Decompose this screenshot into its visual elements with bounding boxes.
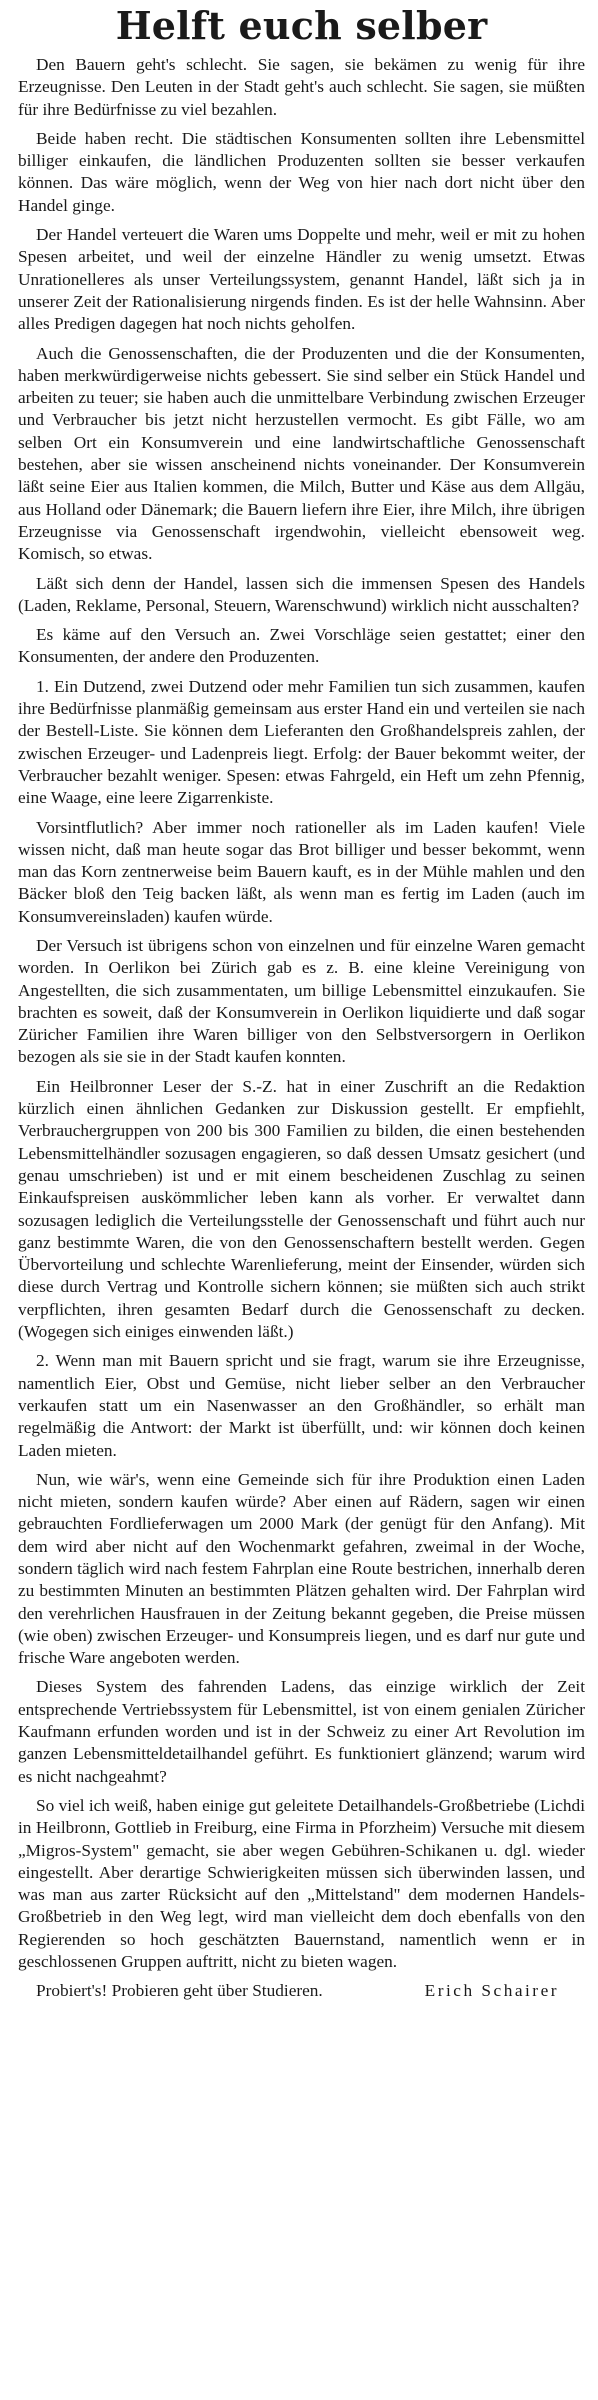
paragraph: Beide haben recht. Die städtischen Konsumenten sollten ihre Lebensmittel billiger einkaufen, die ländlichen Produzenten sollten sie besser verkaufen können. Das wäre möglich, wenn der Weg von hier nach dort nicht über den Handel ginge. bbox=[18, 128, 585, 215]
paragraph: Dieses System des fahrenden Ladens, das einzige wirklich der Zeit entsprechende Vertriebssystem für Lebensmittel, ist von einem genialen Züricher Kaufmann erfunden worden und ist in der Schweiz zu einer Art Revolution im ganzen Lebensmitteldetailhandel geführt. Es funktioniert glänzend; warum wird es nicht nachgeahmt? bbox=[18, 1677, 585, 1786]
paragraph: Auch die Genossenschaften, die der Produzenten und die der Konsumenten, haben merkwürdigerweise nichts gebessert. Sie sind selber ein Stück Handel und arbeiten zu teuer; sie haben auch die unmittelbare Verbindung zwischen Erzeuger und Verbraucher bis jetzt nicht herzustellen vermocht. Es gibt Fälle, wo am selben Ort ein Konsumverein und eine landwirtschaftliche Genossenschaft bestehen, aber sie wissen anscheinend nichts voneinander. Der Konsumverein läßt seine Eier aus Italien kommen, die Milch, Butter und Käse aus dem Allgäu, aus Holland oder Dänemark; die Bauern liefern ihre Eier, ihre Milch, ihre übrigen Erzeugnisse via Genossenschaft irgendwohin, vielleicht ebensoweit weg. Komisch, so etwas. bbox=[18, 343, 585, 564]
article-title: Helft euch selber bbox=[115, 3, 488, 48]
article bbox=[18, 4, 585, 2003]
paragraph: Läßt sich denn der Handel, lassen sich die immensen Spesen des Handels (Laden, Reklame, Personal, Steuern, Warenschwund) wirklich nicht ausschalten? bbox=[18, 573, 585, 615]
paragraph: 1. Ein Dutzend, zwei Dutzend oder mehr Familien tun sich zusammen, kaufen ihre Bedürfnisse planmäßig gemeinsam aus erster Hand ein und verteilen sie nach der Bestell-Liste. Sie können dem Lieferanten den Großhandelspreis zahlen, der zwischen Erzeuger- und Ladenpreis liegt. Erfolg: der Bauer bekommt weiter, der Verbraucher bezahlt weniger. Spesen: etwas Fahrgeld, ein Heft um zehn Pfennig, eine Waage, eine leere Zigarrenkiste. bbox=[18, 676, 585, 808]
paragraph: Der Handel verteuert die Waren ums Doppelte und mehr, weil er mit zu hohen Spesen arbeitet, und weil der einzelne Händler zu wenig umsetzt. Etwas Unrationelleres als unser Verteilungssystem, genannt Handel, läßt sich ja in unserer Zeit der Rationalisierung nirgends finden. Es ist der helle Wahnsinn. Aber alles Predigen dagegen hat noch nichts geholfen. bbox=[18, 225, 585, 334]
paragraph: Der Versuch ist übrigens schon von einzelnen und für einzelne Waren gemacht worden. In Oerlikon bei Zürich gab es z. B. eine kleine Vereinigung von Angestellten, die sich zusammentaten, um billige Lebensmittel einzukaufen. Sie brachten es soweit, daß der Konsumverein in Oerlikon liquidierte und daß sogar Züricher Familien ihre Waren billiger von den Selbstversorgern in Oerlikon bezogen als sie sie in der Stadt kaufen konnten. bbox=[18, 935, 585, 1067]
paragraph: 2. Wenn man mit Bauern spricht und sie fragt, warum sie ihre Erzeugnisse, namentlich Eier, Obst und Gemüse, nicht lieber selber an den Verbraucher verkaufen statt um ein Nasenwasser an den Großhändler, so erhält man regelmäßig die Antwort: der Markt ist überfüllt, und: wir können doch keinen Laden mieten. bbox=[18, 1351, 585, 1460]
paragraph: Vorsintflutlich? Aber immer noch rationeller als im Laden kaufen! Viele wissen nicht, daß man heute sogar das Brot billiger und besser bekommt, wenn man das Korn zentnerweise beim Bauern kauft, es in der Mühle mahlen und den Bäcker bloß den Teig backen läßt, als wenn man es fertig im Laden (auch im Konsumvereinsladen) kaufen würde. bbox=[18, 817, 585, 926]
paragraph: Nun, wie wär's, wenn eine Gemeinde sich für ihre Produktion einen Laden nicht mieten, sondern kaufen würde? Aber einen auf Rädern, sagen wir einen gebrauchten Fordlieferwagen um 2000 Mark (der genügt für den Anfang). Mit dem wird aber nicht auf den Wochenmarkt gefahren, zweimal in der Woche, sondern täglich wird nach festem Fahrplan eine Route bestrichen, innerhalb deren zu bestimmten Minuten an bestimmten Plätzen gehalten wird. Der Fahrplan wird den verehrlichen Hausfrauen in der Zeitung bekannt gegeben, die Preise müssen (wie oben) zwischen Erzeuger- und Konsumpreis liegen, und es darf nur gute und frische Ware angeboten werden. bbox=[18, 1469, 585, 1668]
signature-line bbox=[18, 1980, 585, 2002]
paragraph: So viel ich weiß, haben einige gut geleitete Detailhandels-Großbetriebe (Lichdi in Heilbronn, Gottlieb in Freiburg, eine Firma in Pforzheim) Versuche mit diesem „Migros-System" gemacht, sie aber wegen Gebühren-Schikanen u. dgl. wieder eingestellt. Aber derartige Schwierigkeiten müssen sich überwinden lassen, und was man aus zarter Rücksicht auf den „Mittelstand" dem modernen Handels-Großbetrieb in den Weg legt, wird man vielleicht dem doch ebenfalls von den Regierenden so hoch geschätzten Bauernstand, namentlich wenn er in geschlossenen Gruppen auftritt, nicht zu bieten wagen. bbox=[18, 1795, 585, 1972]
article-body bbox=[18, 54, 585, 1973]
paragraph: Ein Heilbronner Leser der S.-Z. hat in einer Zuschrift an die Redaktion kürzlich einen ähnlichen Gedanken zur Diskussion gestellt. Er empfiehlt, Verbrauchergruppen von 200 bis 300 Familien zu bilden, die einen bestehenden Lebensmittelhändler sozusagen engagieren, so daß dessen Umsatz gesichert (und genau umschrieben) ist und er mit einem bescheidenen Zuschlag zu seinen Einkaufspreisen auskömmlicher leben kann als vorher. Er verwaltet dann sozusagen lediglich die Verteilungsstelle der Genossenschaft und führt auch nur ganz bestimmte Waren, die von den Genossenschaftern bestellt werden. Gegen Übervorteilung und schlechte Warenlieferung, meint der Einsender, würden sich diese durch Vertrag und Kontrolle sichern können; sie müßten sich auch strikt verpflichten, ihren gesamten Bedarf durch die Genossenschaft zu decken. (Wogegen sich einiges einwenden läßt.) bbox=[18, 1076, 585, 1342]
author-name: Erich Schairer bbox=[424, 1981, 559, 2001]
closing-line: Probiert's! Probieren geht über Studieren. bbox=[36, 1981, 323, 2001]
paragraph: Es käme auf den Versuch an. Zwei Vorschläge seien gestattet; einer den Konsumenten, der andere den Produzenten. bbox=[18, 625, 585, 667]
paragraph: Den Bauern geht's schlecht. Sie sagen, sie bekämen zu wenig für ihre Erzeugnisse. Den Leuten in der Stadt geht's auch schlecht. Sie sagen, sie müßten für ihre Bedürfnisse zu viel bezahlen. bbox=[18, 55, 585, 119]
